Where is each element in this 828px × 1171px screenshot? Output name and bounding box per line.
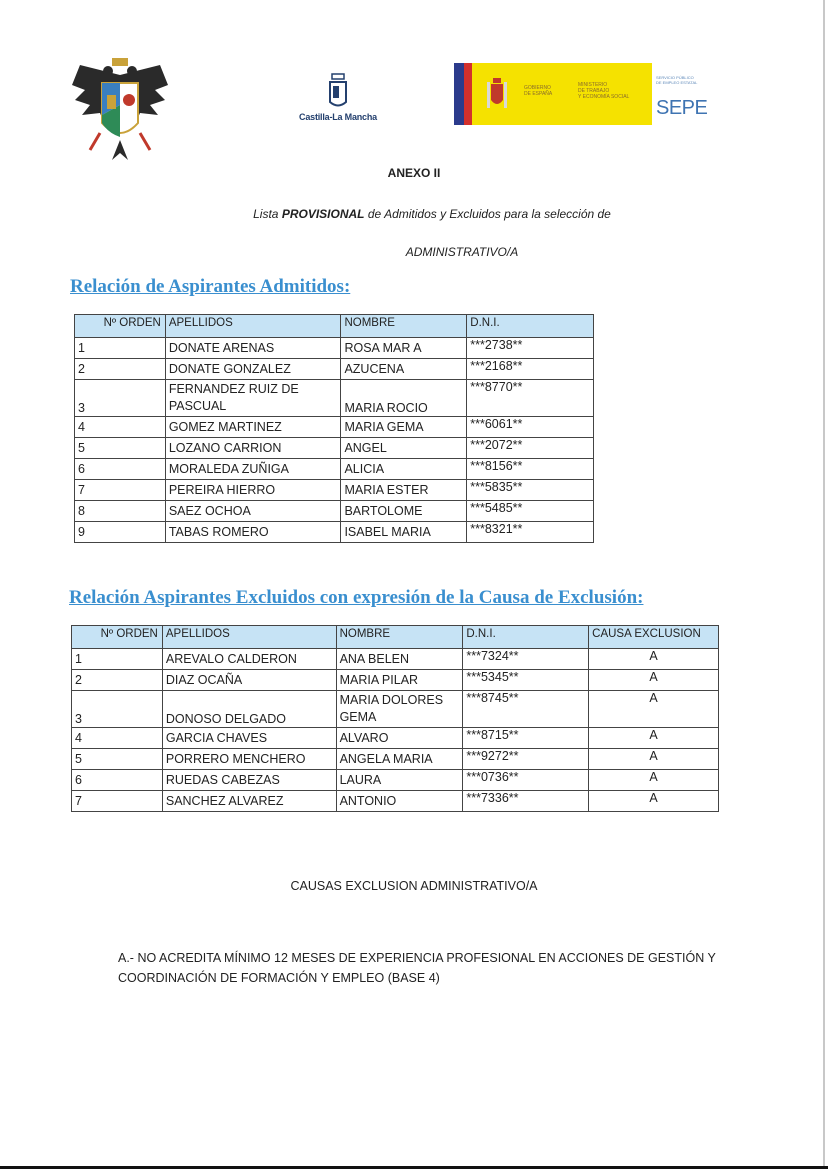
gobierno-sepe-logo [454,63,708,125]
causa-cell: A [589,691,719,728]
apellidos-cell: PEREIRA HIERRO [165,480,341,501]
role-title: ADMINISTRATIVO/A [405,245,519,259]
column-header-orden: Nº ORDEN [75,315,166,338]
nombre-cell: ANGELA MARIA [336,749,463,770]
apellidos-cell: GARCIA CHAVES [162,728,336,749]
apellidos-cell: DONATE GONZALEZ [165,359,341,380]
table-row [75,501,594,522]
admitted-table [74,314,594,543]
castle-shield-icon [323,72,353,110]
apellidos-cell: GOMEZ MARTINEZ [165,417,341,438]
orden-cell: 2 [75,359,166,380]
dni-cell: ***9272** [463,749,589,770]
nombre-cell: ANTONIO [336,791,463,812]
dni-cell: ***8321** [467,522,594,543]
dni-cell: ***2738** [467,338,594,359]
admitted-section-title: Relación de Aspirantes Admitidos: [70,276,351,297]
causa-cell: A [589,770,719,791]
apellidos-cell: DONATE ARENAS [165,338,341,359]
table-row [72,791,719,812]
annex-title: ANEXO II [387,166,441,180]
dni-cell: ***8715** [463,728,589,749]
table-row [75,359,594,380]
apellidos-cell: PORRERO MENCHERO [162,749,336,770]
causa-cell: A [589,749,719,770]
dni-cell: ***7324** [463,649,589,670]
castilla-la-mancha-label: Castilla-La Mancha [299,112,377,122]
causa-cell: A [589,670,719,691]
table-header-row [72,626,719,649]
orden-cell: 2 [72,670,163,691]
nombre-cell: ROSA MAR A [341,338,467,359]
orden-cell: 8 [75,501,166,522]
column-header-nombre: NOMBRE [341,315,467,338]
apellidos-cell: SANCHEZ ALVAREZ [162,791,336,812]
ministerio-label: MINISTERIO DE TRABAJO Y ECONOMÍA SOCIAL [578,82,630,100]
nombre-cell: ALVARO [336,728,463,749]
orden-cell: 6 [75,459,166,480]
sepe-subtitle: SERVICIO PÚBLICO DE EMPLEO ESTATAL [656,75,698,85]
causa-cell: A [589,649,719,670]
apellidos-cell: MORALEDA ZUÑIGA [165,459,341,480]
castilla-la-mancha-logo [296,72,380,128]
table-row [72,770,719,791]
dni-cell: ***8770** [467,380,594,417]
table-row [75,438,594,459]
cause-a-text: A.- NO ACREDITA MÍNIMO 12 MESES DE EXPERIENCIA PROFESIONAL EN ACCIONES DE GESTIÓN Y COORDINACIÓN DE FORMACIÓN Y EMPLEO (BASE 4) [118,951,716,985]
eu-stripe [454,63,464,125]
column-header-orden: Nº ORDEN [72,626,163,649]
table-row [72,691,719,728]
apellidos-cell: TABAS ROMERO [165,522,341,543]
double-headed-eagle-crest-icon [70,55,170,165]
nombre-cell: MARIA ROCIO [341,380,467,417]
column-header-apellidos: APELLIDOS [165,315,341,338]
nombre-cell: BARTOLOME [341,501,467,522]
causes-title: CAUSAS EXCLUSION ADMINISTRATIVO/A [290,879,538,893]
orden-cell: 5 [75,438,166,459]
column-header-apellidos: APELLIDOS [162,626,336,649]
dni-cell: ***2072** [467,438,594,459]
orden-cell: 4 [75,417,166,438]
excluded-section-title: Relación Aspirantes Excluidos con expresión de la Causa de Exclusión: [69,587,644,608]
table-row [72,649,719,670]
orden-cell: 4 [72,728,163,749]
nombre-cell: LAURA [336,770,463,791]
dni-cell: ***8156** [467,459,594,480]
nombre-cell: MARIA PILAR [336,670,463,691]
orden-cell: 7 [75,480,166,501]
apellidos-cell: FERNANDEZ RUIZ DE PASCUAL [165,380,341,417]
orden-cell: 3 [75,380,166,417]
gobierno-label: GOBIERNO DE ESPAÑA [524,85,553,97]
sepe-label: SEPE [656,97,708,119]
table-row [75,380,594,417]
causa-cell: A [589,728,719,749]
apellidos-cell: DONOSO DELGADO [162,691,336,728]
causa-cell: A [589,791,719,812]
nombre-cell: ANA BELEN [336,649,463,670]
column-header-nombre: NOMBRE [336,626,463,649]
dni-cell: ***7336** [463,791,589,812]
nombre-cell: MARIA DOLORES GEMA [336,691,463,728]
apellidos-cell: AREVALO CALDERON [162,649,336,670]
dni-cell: ***5485** [467,501,594,522]
apellidos-cell: SAEZ OCHOA [165,501,341,522]
column-header-dni: D.N.I. [463,626,589,649]
orden-cell: 7 [72,791,163,812]
nombre-cell: ISABEL MARIA [341,522,467,543]
dni-cell: ***5345** [463,670,589,691]
red-stripe [464,63,472,125]
table-row [72,749,719,770]
excluded-table [71,625,719,812]
orden-cell: 1 [72,649,163,670]
nombre-cell: ANGEL [341,438,467,459]
nombre-cell: ALICIA [341,459,467,480]
orden-cell: 3 [72,691,163,728]
table-row [75,522,594,543]
column-header-dni: D.N.I. [467,315,594,338]
table-header-row [75,315,594,338]
table-row [75,459,594,480]
orden-cell: 9 [75,522,166,543]
nombre-cell: MARIA ESTER [341,480,467,501]
dni-cell: ***5835** [467,480,594,501]
dni-cell: ***0736** [463,770,589,791]
document-subtitle: Lista PROVISIONAL de Admitidos y Excluidos para la selección de [253,207,611,221]
apellidos-cell: RUEDAS CABEZAS [162,770,336,791]
apellidos-cell: DIAZ OCAÑA [162,670,336,691]
dni-cell: ***8745** [463,691,589,728]
dni-cell: ***6061** [467,417,594,438]
coat-of-arms-icon [484,76,510,112]
column-header-causa: CAUSA EXCLUSION [589,626,719,649]
municipal-crest-logo [70,55,170,165]
table-row [75,417,594,438]
table-row [72,728,719,749]
table-row [75,480,594,501]
page-bottom-border [0,1166,828,1169]
table-row [72,670,719,691]
apellidos-cell: LOZANO CARRION [165,438,341,459]
orden-cell: 5 [72,749,163,770]
dni-cell: ***2168** [467,359,594,380]
nombre-cell: AZUCENA [341,359,467,380]
orden-cell: 1 [75,338,166,359]
nombre-cell: MARIA GEMA [341,417,467,438]
orden-cell: 6 [72,770,163,791]
table-row [75,338,594,359]
